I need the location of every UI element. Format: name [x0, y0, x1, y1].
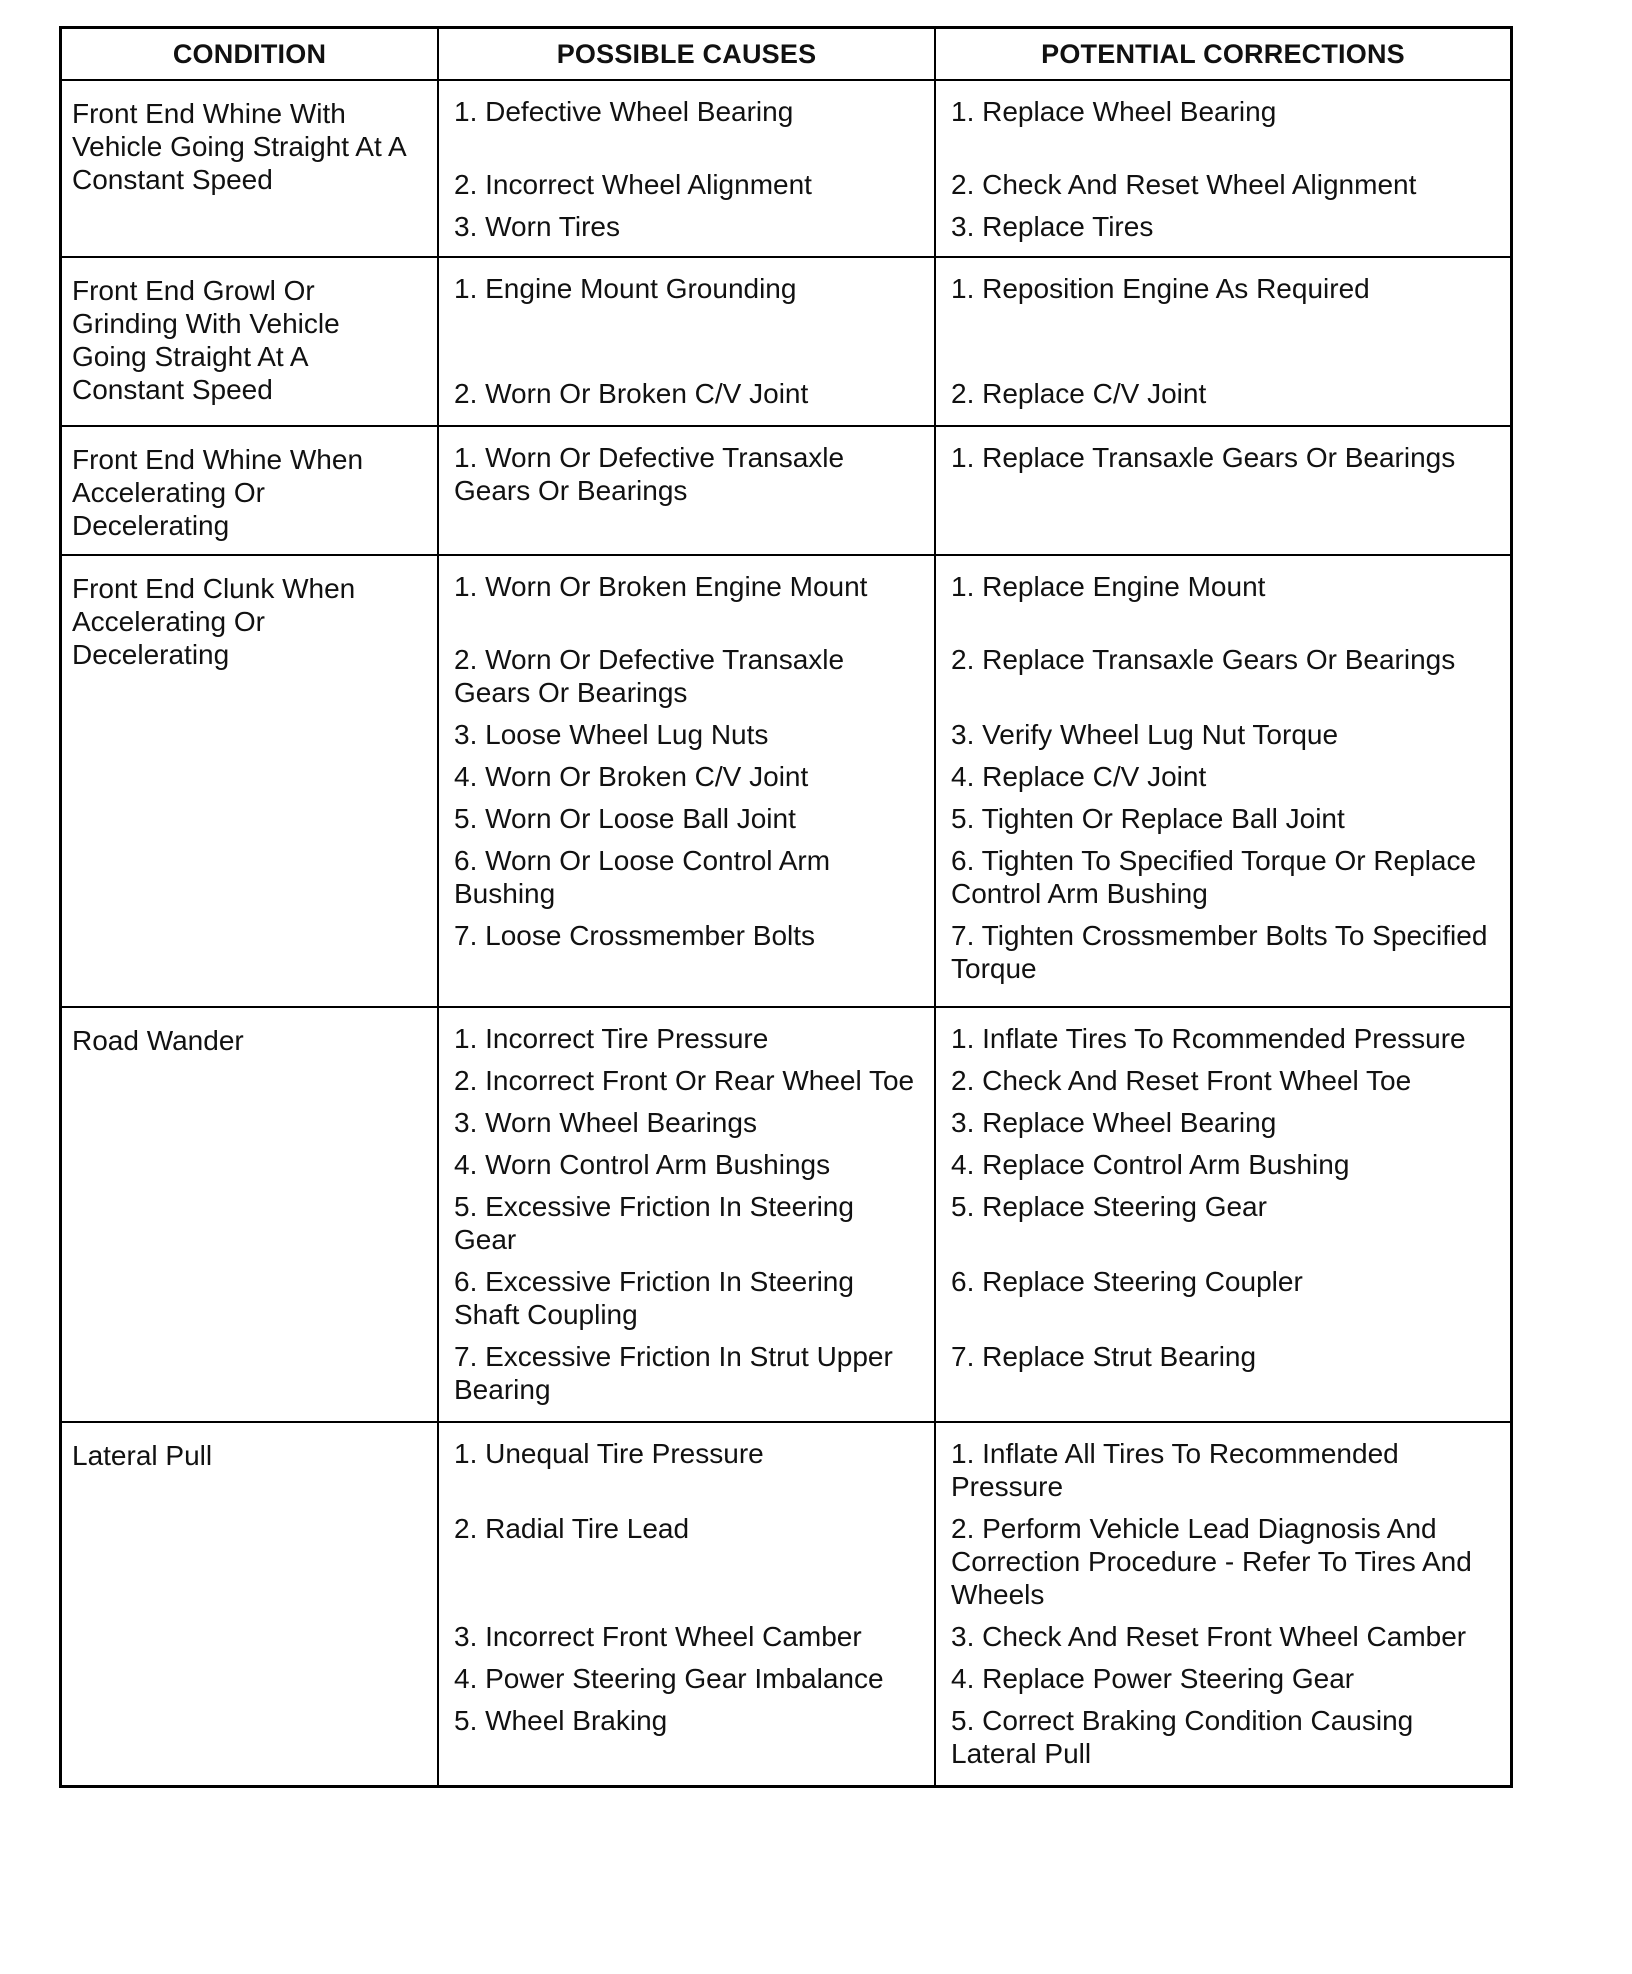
correction-item: 6. Tighten To Specified Torque Or Replace Control Arm Bushing	[951, 845, 1477, 909]
causes-cell	[438, 426, 935, 555]
corrections-cell	[935, 1422, 1510, 1785]
condition-cell	[62, 1422, 438, 1785]
cause-item: 2. Worn Or Broken C/V Joint	[454, 378, 809, 409]
correction-item: 4. Replace C/V Joint	[951, 761, 1207, 792]
condition-text: Road Wander	[72, 1025, 244, 1056]
condition-cell	[62, 257, 438, 426]
table-row	[62, 80, 1510, 257]
correction-item: 1. Inflate Tires To Rcommended Pressure	[951, 1023, 1466, 1054]
causes-cell	[438, 1422, 935, 1785]
correction-item: 3. Verify Wheel Lug Nut Torque	[951, 719, 1339, 750]
correction-item: 5. Tighten Or Replace Ball Joint	[951, 803, 1345, 834]
cause-item: 1. Defective Wheel Bearing	[454, 96, 794, 127]
correction-item: 1. Replace Engine Mount	[951, 571, 1266, 602]
correction-item: 4. Replace Power Steering Gear	[951, 1663, 1355, 1694]
cause-item: 3. Loose Wheel Lug Nuts	[454, 719, 769, 750]
correction-item: 2. Check And Reset Wheel Alignment	[951, 169, 1417, 200]
correction-item: 3. Check And Reset Front Wheel Camber	[951, 1621, 1467, 1652]
cause-item: 7. Loose Crossmember Bolts	[454, 920, 816, 951]
condition-cell	[62, 80, 438, 257]
corrections-header: POTENTIAL CORRECTIONS	[935, 29, 1510, 80]
cause-item: 2. Worn Or Defective Transaxle Gears Or Bearings	[454, 644, 845, 708]
correction-item: 4. Replace Control Arm Bushing	[951, 1149, 1350, 1180]
correction-item: 3. Replace Tires	[951, 211, 1154, 242]
causes-cell	[438, 1007, 935, 1422]
cause-item: 1. Worn Or Defective Transaxle Gears Or Bearings	[454, 442, 845, 506]
correction-item: 2. Check And Reset Front Wheel Toe	[951, 1065, 1412, 1096]
cause-item: 3. Incorrect Front Wheel Camber	[454, 1621, 862, 1652]
condition-text: Front End Whine When Accelerating Or Decelerating	[72, 444, 364, 541]
cause-item: 4. Power Steering Gear Imbalance	[454, 1663, 884, 1694]
cause-item: 2. Incorrect Front Or Rear Wheel Toe	[454, 1065, 915, 1096]
cause-item: 4. Worn Or Broken C/V Joint	[454, 761, 809, 792]
cause-item: 5. Wheel Braking	[454, 1705, 668, 1736]
causes-header: POSSIBLE CAUSES	[438, 29, 935, 80]
condition-cell	[62, 1007, 438, 1422]
correction-item: 3. Replace Wheel Bearing	[951, 1107, 1277, 1138]
cause-item: 1. Unequal Tire Pressure	[454, 1438, 764, 1469]
diagnosis-grid	[62, 29, 1510, 1785]
correction-item: 2. Replace C/V Joint	[951, 378, 1207, 409]
corrections-cell	[935, 80, 1510, 257]
table-row	[62, 257, 1510, 426]
cause-item: 7. Excessive Friction In Strut Upper Bearing	[454, 1341, 893, 1405]
table-row	[62, 555, 1510, 1007]
table-row	[62, 1007, 1510, 1422]
condition-cell	[62, 555, 438, 1007]
correction-item: 5. Correct Braking Condition Causing Lateral Pull	[951, 1705, 1414, 1769]
cause-item: 1. Worn Or Broken Engine Mount	[454, 571, 868, 602]
correction-item: 7. Tighten Crossmember Bolts To Specified Torque	[951, 920, 1488, 984]
correction-item: 2. Replace Transaxle Gears Or Bearings	[951, 644, 1456, 675]
condition-header: CONDITION	[62, 29, 438, 80]
correction-item: 1. Inflate All Tires To Recommended Pressure	[951, 1438, 1399, 1502]
cause-item: 1. Engine Mount Grounding	[454, 273, 797, 304]
condition-text: Front End Clunk When Accelerating Or Decelerating	[72, 573, 356, 670]
correction-item: 5. Replace Steering Gear	[951, 1191, 1267, 1222]
correction-item: 7. Replace Strut Bearing	[951, 1341, 1257, 1372]
condition-cell	[62, 426, 438, 555]
correction-item: 1. Reposition Engine As Required	[951, 273, 1370, 304]
corrections-cell	[935, 555, 1510, 1007]
corrections-cell	[935, 1007, 1510, 1422]
causes-cell	[438, 257, 935, 426]
diagnosis-table	[59, 26, 1513, 1788]
correction-item: 2. Perform Vehicle Lead Diagnosis And Correction Procedure - Refer To Tires And Wheels	[951, 1513, 1472, 1610]
cause-item: 3. Worn Wheel Bearings	[454, 1107, 757, 1138]
cause-item: 3. Worn Tires	[454, 211, 620, 242]
cause-item: 2. Radial Tire Lead	[454, 1513, 690, 1544]
condition-text: Lateral Pull	[72, 1440, 213, 1471]
header-row	[62, 29, 1510, 80]
cause-item: 6. Excessive Friction In Steering Shaft Coupling	[454, 1266, 854, 1330]
condition-text: Front End Whine With Vehicle Going Straight At A Constant Speed	[72, 98, 407, 195]
cause-item: 5. Excessive Friction In Steering Gear	[454, 1191, 854, 1255]
correction-item: 1. Replace Wheel Bearing	[951, 96, 1277, 127]
cause-item: 5. Worn Or Loose Ball Joint	[454, 803, 796, 834]
condition-text: Front End Growl Or Grinding With Vehicle Going Straight At A Constant Speed	[72, 275, 340, 405]
table-row	[62, 426, 1510, 555]
cause-item: 1. Incorrect Tire Pressure	[454, 1023, 769, 1054]
cause-item: 6. Worn Or Loose Control Arm Bushing	[454, 845, 831, 909]
corrections-cell	[935, 257, 1510, 426]
correction-item: 6. Replace Steering Coupler	[951, 1266, 1303, 1297]
causes-cell	[438, 555, 935, 1007]
cause-item: 2. Incorrect Wheel Alignment	[454, 169, 812, 200]
table-row	[62, 1422, 1510, 1785]
cause-item: 4. Worn Control Arm Bushings	[454, 1149, 831, 1180]
causes-cell	[438, 80, 935, 257]
corrections-cell	[935, 426, 1510, 555]
correction-item: 1. Replace Transaxle Gears Or Bearings	[951, 442, 1456, 473]
